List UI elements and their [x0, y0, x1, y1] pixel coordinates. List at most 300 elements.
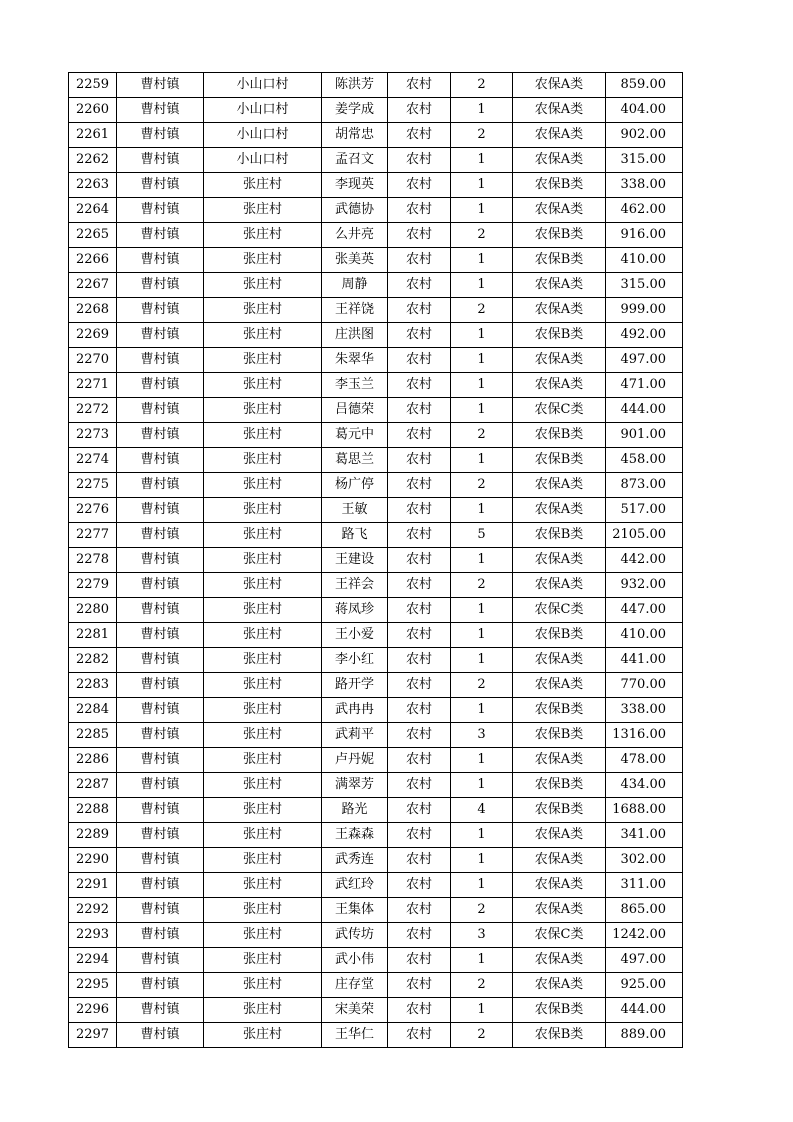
table-row — [69, 73, 683, 98]
town-cell: 曹村镇 — [117, 798, 204, 823]
household-type-cell: 农村 — [388, 448, 451, 473]
town-cell: 曹村镇 — [117, 523, 204, 548]
person-count-cell: 1 — [451, 598, 513, 623]
insurance-class-cell: 农保C类 — [513, 923, 606, 948]
amount-cell: 859.00 — [606, 73, 683, 98]
serial-number-cell: 2272 — [69, 398, 117, 423]
person-count-cell: 1 — [451, 748, 513, 773]
name-cell: 姜学成 — [322, 98, 388, 123]
person-count-cell: 1 — [451, 448, 513, 473]
insurance-class-cell: 农保A类 — [513, 873, 606, 898]
table-row — [69, 273, 683, 298]
household-type-cell: 农村 — [388, 798, 451, 823]
insurance-class-cell: 农保A类 — [513, 648, 606, 673]
household-type-cell: 农村 — [388, 998, 451, 1023]
person-count-cell: 3 — [451, 923, 513, 948]
insurance-class-cell: 农保A类 — [513, 148, 606, 173]
person-count-cell: 1 — [451, 498, 513, 523]
amount-cell: 1242.00 — [606, 923, 683, 948]
insurance-class-cell: 农保A类 — [513, 273, 606, 298]
person-count-cell: 5 — [451, 523, 513, 548]
person-count-cell: 1 — [451, 148, 513, 173]
person-count-cell: 1 — [451, 248, 513, 273]
household-type-cell: 农村 — [388, 323, 451, 348]
name-cell: 王祥会 — [322, 573, 388, 598]
household-type-cell: 农村 — [388, 548, 451, 573]
table-row — [69, 748, 683, 773]
table-row — [69, 298, 683, 323]
insurance-class-cell: 农保A类 — [513, 498, 606, 523]
table-row — [69, 423, 683, 448]
table-row — [69, 948, 683, 973]
table-row — [69, 723, 683, 748]
table-row — [69, 773, 683, 798]
serial-number-cell: 2291 — [69, 873, 117, 898]
town-cell: 曹村镇 — [117, 323, 204, 348]
serial-number-cell: 2267 — [69, 273, 117, 298]
name-cell: 路开学 — [322, 673, 388, 698]
person-count-cell: 1 — [451, 373, 513, 398]
name-cell: 杨广停 — [322, 473, 388, 498]
household-type-cell: 农村 — [388, 573, 451, 598]
village-cell: 张庄村 — [204, 673, 322, 698]
village-cell: 张庄村 — [204, 598, 322, 623]
amount-cell: 462.00 — [606, 198, 683, 223]
village-cell: 张庄村 — [204, 373, 322, 398]
amount-cell: 338.00 — [606, 698, 683, 723]
town-cell: 曹村镇 — [117, 98, 204, 123]
table-row — [69, 398, 683, 423]
name-cell: 蒋凤珍 — [322, 598, 388, 623]
household-type-cell: 农村 — [388, 1023, 451, 1048]
town-cell: 曹村镇 — [117, 298, 204, 323]
amount-cell: 315.00 — [606, 148, 683, 173]
serial-number-cell: 2281 — [69, 623, 117, 648]
table-row — [69, 598, 683, 623]
town-cell: 曹村镇 — [117, 548, 204, 573]
household-type-cell: 农村 — [388, 848, 451, 873]
amount-cell: 497.00 — [606, 348, 683, 373]
town-cell: 曹村镇 — [117, 423, 204, 448]
person-count-cell: 2 — [451, 298, 513, 323]
table-row — [69, 823, 683, 848]
village-cell: 张庄村 — [204, 248, 322, 273]
town-cell: 曹村镇 — [117, 848, 204, 873]
town-cell: 曹村镇 — [117, 923, 204, 948]
town-cell: 曹村镇 — [117, 673, 204, 698]
name-cell: 李玉兰 — [322, 373, 388, 398]
table-row — [69, 648, 683, 673]
table-row — [69, 498, 683, 523]
person-count-cell: 1 — [451, 173, 513, 198]
name-cell: 张美英 — [322, 248, 388, 273]
insurance-class-cell: 农保A类 — [513, 298, 606, 323]
household-type-cell: 农村 — [388, 398, 451, 423]
village-cell: 张庄村 — [204, 223, 322, 248]
name-cell: 王小爱 — [322, 623, 388, 648]
name-cell: 路飞 — [322, 523, 388, 548]
insurance-class-cell: 农保B类 — [513, 798, 606, 823]
insurance-class-cell: 农保C类 — [513, 598, 606, 623]
insurance-class-cell: 农保A类 — [513, 548, 606, 573]
name-cell: 周静 — [322, 273, 388, 298]
village-cell: 小山口村 — [204, 98, 322, 123]
town-cell: 曹村镇 — [117, 1023, 204, 1048]
serial-number-cell: 2273 — [69, 423, 117, 448]
household-type-cell: 农村 — [388, 373, 451, 398]
serial-number-cell: 2285 — [69, 723, 117, 748]
table-row — [69, 223, 683, 248]
person-count-cell: 1 — [451, 623, 513, 648]
household-type-cell: 农村 — [388, 823, 451, 848]
amount-cell: 916.00 — [606, 223, 683, 248]
insurance-class-cell: 农保A类 — [513, 98, 606, 123]
serial-number-cell: 2266 — [69, 248, 117, 273]
household-type-cell: 农村 — [388, 748, 451, 773]
insurance-class-cell: 农保A类 — [513, 373, 606, 398]
village-cell: 张庄村 — [204, 823, 322, 848]
name-cell: 王建设 — [322, 548, 388, 573]
person-count-cell: 1 — [451, 198, 513, 223]
name-cell: 武莉平 — [322, 723, 388, 748]
table-row — [69, 123, 683, 148]
household-type-cell: 农村 — [388, 223, 451, 248]
person-count-cell: 2 — [451, 573, 513, 598]
household-type-cell: 农村 — [388, 498, 451, 523]
town-cell: 曹村镇 — [117, 723, 204, 748]
town-cell: 曹村镇 — [117, 123, 204, 148]
insurance-class-cell: 农保B类 — [513, 223, 606, 248]
village-cell: 小山口村 — [204, 123, 322, 148]
town-cell: 曹村镇 — [117, 498, 204, 523]
village-cell: 张庄村 — [204, 973, 322, 998]
name-cell: 葛元中 — [322, 423, 388, 448]
amount-cell: 410.00 — [606, 248, 683, 273]
village-cell: 张庄村 — [204, 773, 322, 798]
name-cell: 么井亮 — [322, 223, 388, 248]
insurance-class-cell: 农保A类 — [513, 348, 606, 373]
name-cell: 武德协 — [322, 198, 388, 223]
table-row — [69, 148, 683, 173]
person-count-cell: 1 — [451, 698, 513, 723]
household-type-cell: 农村 — [388, 423, 451, 448]
insurance-class-cell: 农保B类 — [513, 448, 606, 473]
table-row — [69, 698, 683, 723]
name-cell: 陈洪芳 — [322, 73, 388, 98]
serial-number-cell: 2265 — [69, 223, 117, 248]
name-cell: 宋美荣 — [322, 998, 388, 1023]
insurance-class-cell: 农保A类 — [513, 673, 606, 698]
village-cell: 张庄村 — [204, 473, 322, 498]
insurance-class-cell: 农保B类 — [513, 173, 606, 198]
person-count-cell: 1 — [451, 948, 513, 973]
household-type-cell: 农村 — [388, 273, 451, 298]
amount-cell: 447.00 — [606, 598, 683, 623]
name-cell: 武秀连 — [322, 848, 388, 873]
village-cell: 张庄村 — [204, 173, 322, 198]
table-row — [69, 873, 683, 898]
household-type-cell: 农村 — [388, 898, 451, 923]
insurance-class-cell: 农保A类 — [513, 973, 606, 998]
table-row — [69, 923, 683, 948]
village-cell: 张庄村 — [204, 523, 322, 548]
village-cell: 张庄村 — [204, 898, 322, 923]
town-cell: 曹村镇 — [117, 823, 204, 848]
amount-cell: 478.00 — [606, 748, 683, 773]
amount-cell: 471.00 — [606, 373, 683, 398]
household-type-cell: 农村 — [388, 773, 451, 798]
table-row — [69, 998, 683, 1023]
person-count-cell: 2 — [451, 223, 513, 248]
serial-number-cell: 2295 — [69, 973, 117, 998]
village-cell: 张庄村 — [204, 698, 322, 723]
table-row — [69, 173, 683, 198]
insurance-class-cell: 农保A类 — [513, 73, 606, 98]
amount-cell: 497.00 — [606, 948, 683, 973]
name-cell: 武冉冉 — [322, 698, 388, 723]
amount-cell: 902.00 — [606, 123, 683, 148]
person-count-cell: 1 — [451, 548, 513, 573]
insurance-class-cell: 农保B类 — [513, 723, 606, 748]
table-row — [69, 473, 683, 498]
insurance-class-cell: 农保A类 — [513, 823, 606, 848]
name-cell: 李小红 — [322, 648, 388, 673]
amount-cell: 1688.00 — [606, 798, 683, 823]
household-type-cell: 农村 — [388, 98, 451, 123]
village-cell: 张庄村 — [204, 423, 322, 448]
village-cell: 张庄村 — [204, 573, 322, 598]
table-row — [69, 898, 683, 923]
person-count-cell: 1 — [451, 873, 513, 898]
household-type-cell: 农村 — [388, 248, 451, 273]
town-cell: 曹村镇 — [117, 273, 204, 298]
town-cell: 曹村镇 — [117, 398, 204, 423]
village-cell: 张庄村 — [204, 348, 322, 373]
household-type-cell: 农村 — [388, 73, 451, 98]
amount-cell: 341.00 — [606, 823, 683, 848]
serial-number-cell: 2278 — [69, 548, 117, 573]
town-cell: 曹村镇 — [117, 748, 204, 773]
town-cell: 曹村镇 — [117, 348, 204, 373]
household-type-cell: 农村 — [388, 698, 451, 723]
town-cell: 曹村镇 — [117, 648, 204, 673]
name-cell: 路光 — [322, 798, 388, 823]
village-cell: 张庄村 — [204, 548, 322, 573]
town-cell: 曹村镇 — [117, 598, 204, 623]
serial-number-cell: 2283 — [69, 673, 117, 698]
serial-number-cell: 2296 — [69, 998, 117, 1023]
name-cell: 葛思兰 — [322, 448, 388, 473]
amount-cell: 315.00 — [606, 273, 683, 298]
table-row — [69, 548, 683, 573]
amount-cell: 492.00 — [606, 323, 683, 348]
table-row — [69, 523, 683, 548]
village-cell: 张庄村 — [204, 798, 322, 823]
town-cell: 曹村镇 — [117, 948, 204, 973]
person-count-cell: 1 — [451, 273, 513, 298]
town-cell: 曹村镇 — [117, 623, 204, 648]
name-cell: 王祥饶 — [322, 298, 388, 323]
person-count-cell: 2 — [451, 673, 513, 698]
amount-cell: 1316.00 — [606, 723, 683, 748]
serial-number-cell: 2287 — [69, 773, 117, 798]
name-cell: 王敏 — [322, 498, 388, 523]
insurance-class-cell: 农保B类 — [513, 698, 606, 723]
town-cell: 曹村镇 — [117, 223, 204, 248]
roster-body — [69, 73, 683, 1048]
insurance-class-cell: 农保B类 — [513, 773, 606, 798]
insurance-class-cell: 农保B类 — [513, 1023, 606, 1048]
name-cell: 王华仁 — [322, 1023, 388, 1048]
village-cell: 张庄村 — [204, 998, 322, 1023]
person-count-cell: 1 — [451, 998, 513, 1023]
village-cell: 张庄村 — [204, 298, 322, 323]
table-row — [69, 573, 683, 598]
table-row — [69, 798, 683, 823]
serial-number-cell: 2288 — [69, 798, 117, 823]
table-row — [69, 98, 683, 123]
serial-number-cell: 2292 — [69, 898, 117, 923]
person-count-cell: 2 — [451, 123, 513, 148]
name-cell: 庄存堂 — [322, 973, 388, 998]
table-row — [69, 198, 683, 223]
name-cell: 武传坊 — [322, 923, 388, 948]
household-type-cell: 农村 — [388, 723, 451, 748]
serial-number-cell: 2290 — [69, 848, 117, 873]
amount-cell: 444.00 — [606, 998, 683, 1023]
household-type-cell: 农村 — [388, 648, 451, 673]
household-type-cell: 农村 — [388, 473, 451, 498]
table-row — [69, 848, 683, 873]
amount-cell: 338.00 — [606, 173, 683, 198]
serial-number-cell: 2280 — [69, 598, 117, 623]
serial-number-cell: 2277 — [69, 523, 117, 548]
village-cell: 张庄村 — [204, 323, 322, 348]
amount-cell: 999.00 — [606, 298, 683, 323]
person-count-cell: 2 — [451, 973, 513, 998]
town-cell: 曹村镇 — [117, 173, 204, 198]
household-type-cell: 农村 — [388, 923, 451, 948]
amount-cell: 865.00 — [606, 898, 683, 923]
town-cell: 曹村镇 — [117, 873, 204, 898]
person-count-cell: 2 — [451, 1023, 513, 1048]
village-cell: 张庄村 — [204, 848, 322, 873]
village-cell: 张庄村 — [204, 448, 322, 473]
village-cell: 张庄村 — [204, 873, 322, 898]
name-cell: 满翠芳 — [322, 773, 388, 798]
serial-number-cell: 2284 — [69, 698, 117, 723]
insurance-class-cell: 农保A类 — [513, 473, 606, 498]
amount-cell: 311.00 — [606, 873, 683, 898]
table-row — [69, 248, 683, 273]
serial-number-cell: 2263 — [69, 173, 117, 198]
person-count-cell: 1 — [451, 823, 513, 848]
table-row — [69, 973, 683, 998]
village-cell: 张庄村 — [204, 273, 322, 298]
household-type-cell: 农村 — [388, 148, 451, 173]
amount-cell: 770.00 — [606, 673, 683, 698]
amount-cell: 932.00 — [606, 573, 683, 598]
table-row — [69, 673, 683, 698]
town-cell: 曹村镇 — [117, 998, 204, 1023]
person-count-cell: 1 — [451, 848, 513, 873]
table-row — [69, 373, 683, 398]
amount-cell: 925.00 — [606, 973, 683, 998]
amount-cell: 442.00 — [606, 548, 683, 573]
insurance-class-cell: 农保B类 — [513, 323, 606, 348]
serial-number-cell: 2261 — [69, 123, 117, 148]
village-cell: 张庄村 — [204, 648, 322, 673]
serial-number-cell: 2286 — [69, 748, 117, 773]
insurance-class-cell: 农保B类 — [513, 998, 606, 1023]
amount-cell: 889.00 — [606, 1023, 683, 1048]
household-type-cell: 农村 — [388, 948, 451, 973]
person-count-cell: 1 — [451, 348, 513, 373]
town-cell: 曹村镇 — [117, 73, 204, 98]
household-type-cell: 农村 — [388, 873, 451, 898]
insurance-class-cell: 农保A类 — [513, 123, 606, 148]
insurance-class-cell: 农保A类 — [513, 948, 606, 973]
town-cell: 曹村镇 — [117, 448, 204, 473]
serial-number-cell: 2269 — [69, 323, 117, 348]
person-count-cell: 3 — [451, 723, 513, 748]
household-type-cell: 农村 — [388, 598, 451, 623]
amount-cell: 441.00 — [606, 648, 683, 673]
household-type-cell: 农村 — [388, 173, 451, 198]
household-type-cell: 农村 — [388, 523, 451, 548]
serial-number-cell: 2262 — [69, 148, 117, 173]
insurance-class-cell: 农保C类 — [513, 398, 606, 423]
town-cell: 曹村镇 — [117, 573, 204, 598]
table-row — [69, 623, 683, 648]
insurance-class-cell: 农保A类 — [513, 573, 606, 598]
table-row — [69, 448, 683, 473]
name-cell: 卢丹妮 — [322, 748, 388, 773]
amount-cell: 410.00 — [606, 623, 683, 648]
serial-number-cell: 2293 — [69, 923, 117, 948]
amount-cell: 2105.00 — [606, 523, 683, 548]
name-cell: 李现英 — [322, 173, 388, 198]
village-cell: 张庄村 — [204, 748, 322, 773]
village-cell: 小山口村 — [204, 73, 322, 98]
village-cell: 张庄村 — [204, 723, 322, 748]
serial-number-cell: 2289 — [69, 823, 117, 848]
serial-number-cell: 2294 — [69, 948, 117, 973]
person-count-cell: 2 — [451, 423, 513, 448]
amount-cell: 873.00 — [606, 473, 683, 498]
name-cell: 胡常忠 — [322, 123, 388, 148]
household-type-cell: 农村 — [388, 298, 451, 323]
insurance-class-cell: 农保A类 — [513, 848, 606, 873]
village-cell: 张庄村 — [204, 923, 322, 948]
amount-cell: 458.00 — [606, 448, 683, 473]
serial-number-cell: 2271 — [69, 373, 117, 398]
serial-number-cell: 2270 — [69, 348, 117, 373]
household-type-cell: 农村 — [388, 348, 451, 373]
household-type-cell: 农村 — [388, 673, 451, 698]
village-cell: 小山口村 — [204, 148, 322, 173]
roster-table — [68, 72, 683, 1048]
table-row — [69, 1023, 683, 1048]
insurance-class-cell: 农保B类 — [513, 248, 606, 273]
serial-number-cell: 2297 — [69, 1023, 117, 1048]
person-count-cell: 1 — [451, 398, 513, 423]
insurance-class-cell: 农保B类 — [513, 623, 606, 648]
household-type-cell: 农村 — [388, 623, 451, 648]
person-count-cell: 1 — [451, 323, 513, 348]
serial-number-cell: 2282 — [69, 648, 117, 673]
name-cell: 武小伟 — [322, 948, 388, 973]
